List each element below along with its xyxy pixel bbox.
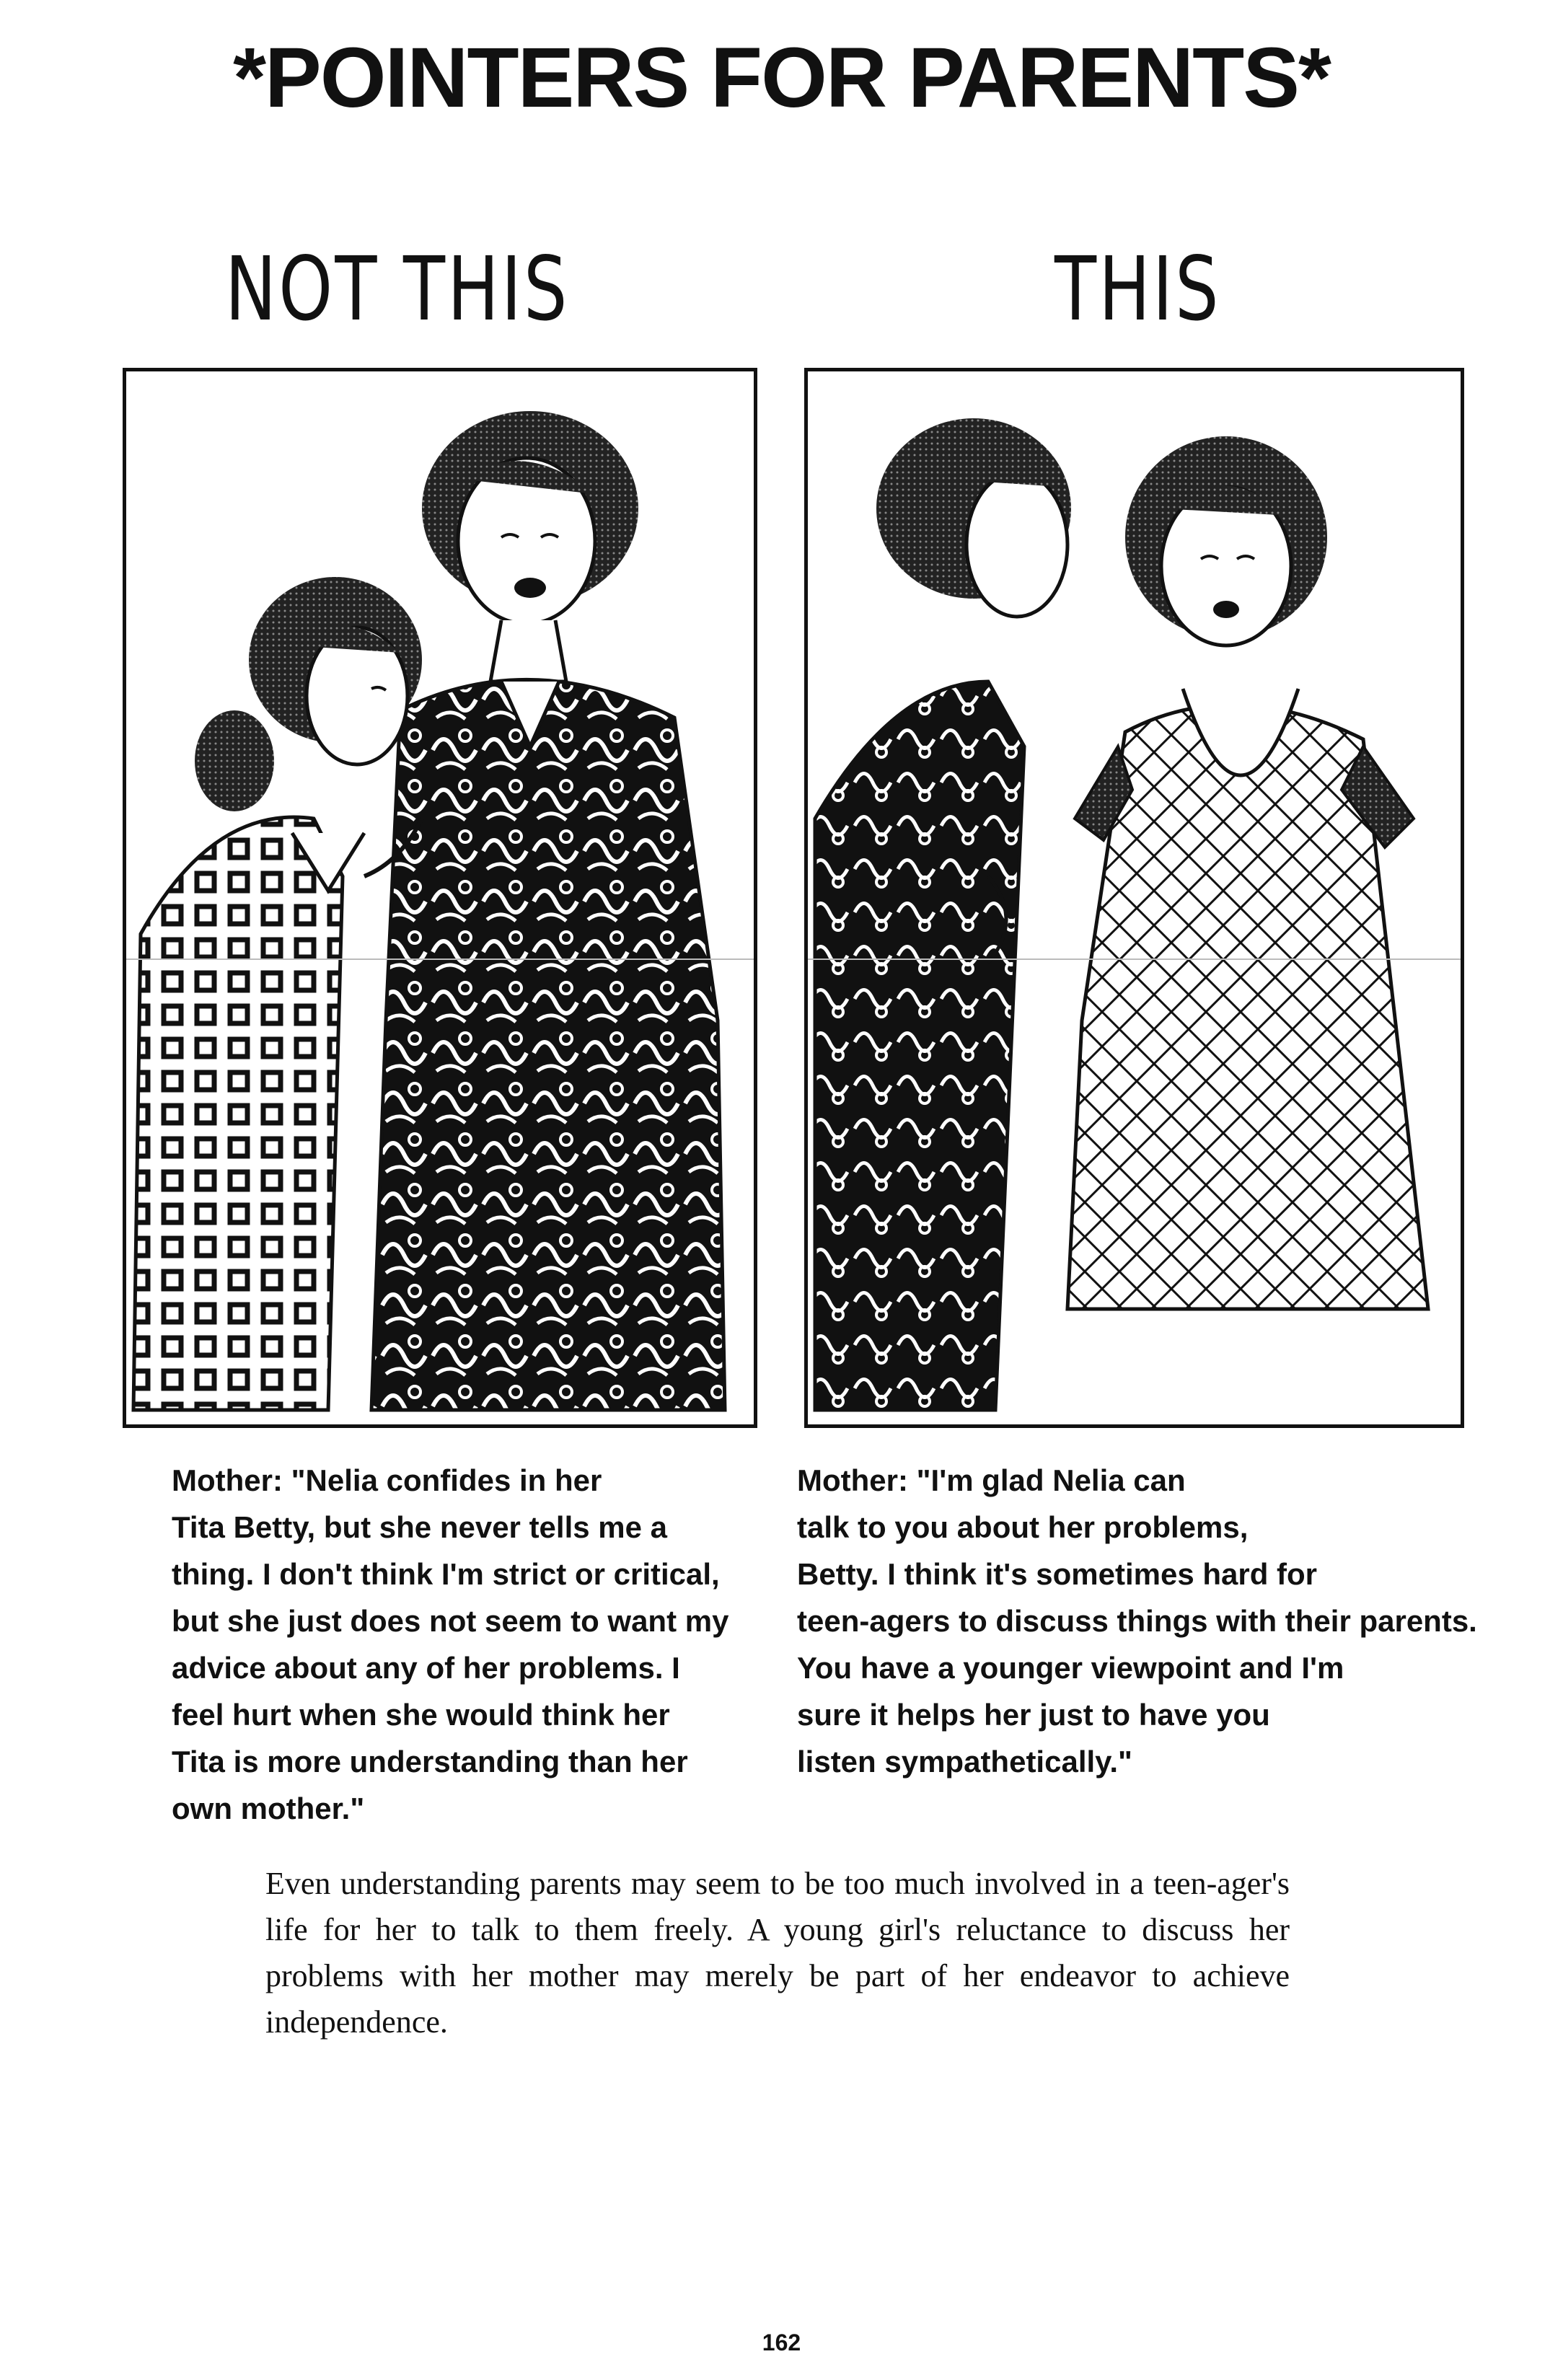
caption-line: thing. I don't think I'm strict or critical, — [172, 1557, 720, 1591]
caption-line: Tita Betty, but she never tells me a — [172, 1510, 668, 1544]
illustration-this-drawing — [808, 371, 1461, 1424]
heading-not-this: NOT THIS — [225, 238, 570, 340]
caption-line: advice about any of her problems. I — [172, 1651, 680, 1685]
page-title: *POINTERS FOR PARENTS* — [233, 30, 1330, 125]
caption-line: Tita is more understanding than her — [172, 1745, 688, 1779]
illustration-not-this — [123, 368, 757, 1428]
caption-line: Mother: "I'm glad Nelia can — [797, 1463, 1186, 1497]
caption-line: teen-agers to discuss things with their parents. — [797, 1604, 1477, 1638]
caption-this — [797, 1457, 1489, 1785]
caption-line: listen sympathetically." — [797, 1745, 1132, 1779]
heading-this: THIS — [1055, 238, 1221, 340]
caption-line: You have a younger viewpoint and I'm — [797, 1651, 1344, 1685]
body-paragraph: Even understanding parents may seem to be too much involved in a teen-ager's life for her to talk to them freely. A young girl's reluctance to discuss her problems with her mother may merely be part of her endeavor to achieve independence. — [265, 1866, 1290, 2040]
caption-line: Mother: "Nelia confides in her — [172, 1463, 602, 1497]
illustration-this — [804, 368, 1464, 1428]
caption-line: sure it helps her just to have you — [797, 1698, 1270, 1732]
caption-line: feel hurt when she would think her — [172, 1698, 670, 1732]
caption-line: but she just does not seem to want my — [172, 1604, 729, 1638]
caption-line: own mother." — [172, 1791, 365, 1825]
caption-line: Betty. I think it's sometimes hard for — [797, 1557, 1318, 1591]
page-number: 162 — [762, 2330, 801, 2355]
caption-line: talk to you about her problems, — [797, 1510, 1249, 1544]
illustration-not-this-drawing — [126, 371, 754, 1424]
caption-not-this — [172, 1457, 821, 1832]
